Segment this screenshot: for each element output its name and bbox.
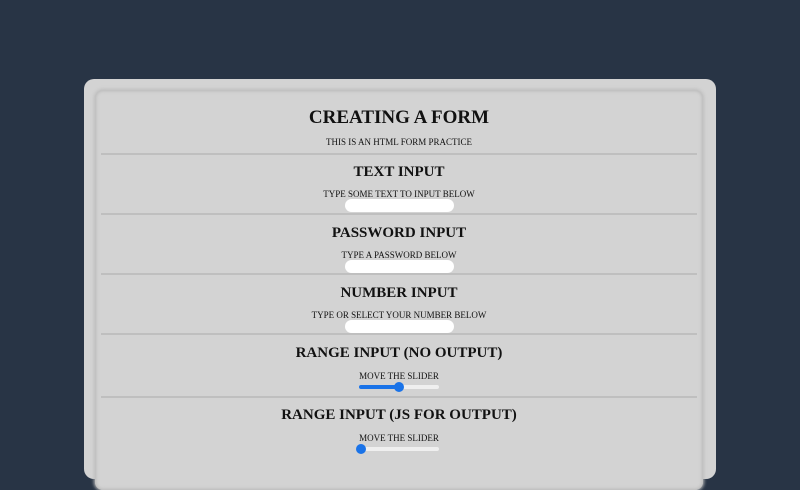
- number-input-heading: NUMBER INPUT: [340, 285, 458, 301]
- number-input-field[interactable]: [345, 320, 454, 333]
- range-slider-no-output[interactable]: [359, 382, 439, 391]
- text-input-section: [95, 155, 703, 213]
- form-header: [95, 90, 703, 153]
- password-input-section: [95, 215, 703, 273]
- text-input-instruction: TYPE SOME TEXT TO INPUT BELOW: [323, 189, 475, 199]
- range-js-output-section: [95, 398, 703, 457]
- password-input-field[interactable]: [345, 260, 454, 273]
- range-js-output-heading: RANGE INPUT (JS FOR OUTPUT): [281, 407, 517, 423]
- range-no-output-heading: RANGE INPUT (NO OUTPUT): [295, 345, 503, 361]
- range-no-output-instruction: MOVE THE SLIDER: [359, 371, 439, 381]
- form-card-outer: [84, 79, 716, 479]
- password-input-instruction: TYPE A PASSWORD BELOW: [341, 250, 457, 260]
- slider-fill: [359, 385, 399, 389]
- form-card: [95, 90, 703, 490]
- page-title: CREATING A FORM: [308, 107, 490, 128]
- number-input-section: [95, 275, 703, 333]
- password-input-heading: PASSWORD INPUT: [331, 225, 467, 241]
- text-input-heading: TEXT INPUT: [353, 164, 445, 180]
- range-no-output-section: [95, 335, 703, 396]
- number-input-instruction: TYPE OR SELECT YOUR NUMBER BELOW: [311, 310, 487, 320]
- slider-thumb[interactable]: [356, 444, 366, 454]
- range-js-output-instruction: MOVE THE SLIDER: [359, 433, 439, 443]
- slider-thumb[interactable]: [394, 382, 404, 392]
- range-slider-js-output[interactable]: [359, 444, 439, 453]
- text-input-field[interactable]: [345, 199, 454, 212]
- slider-track: [359, 447, 439, 451]
- page-subtitle: THIS IS AN HTML FORM PRACTICE: [326, 137, 472, 147]
